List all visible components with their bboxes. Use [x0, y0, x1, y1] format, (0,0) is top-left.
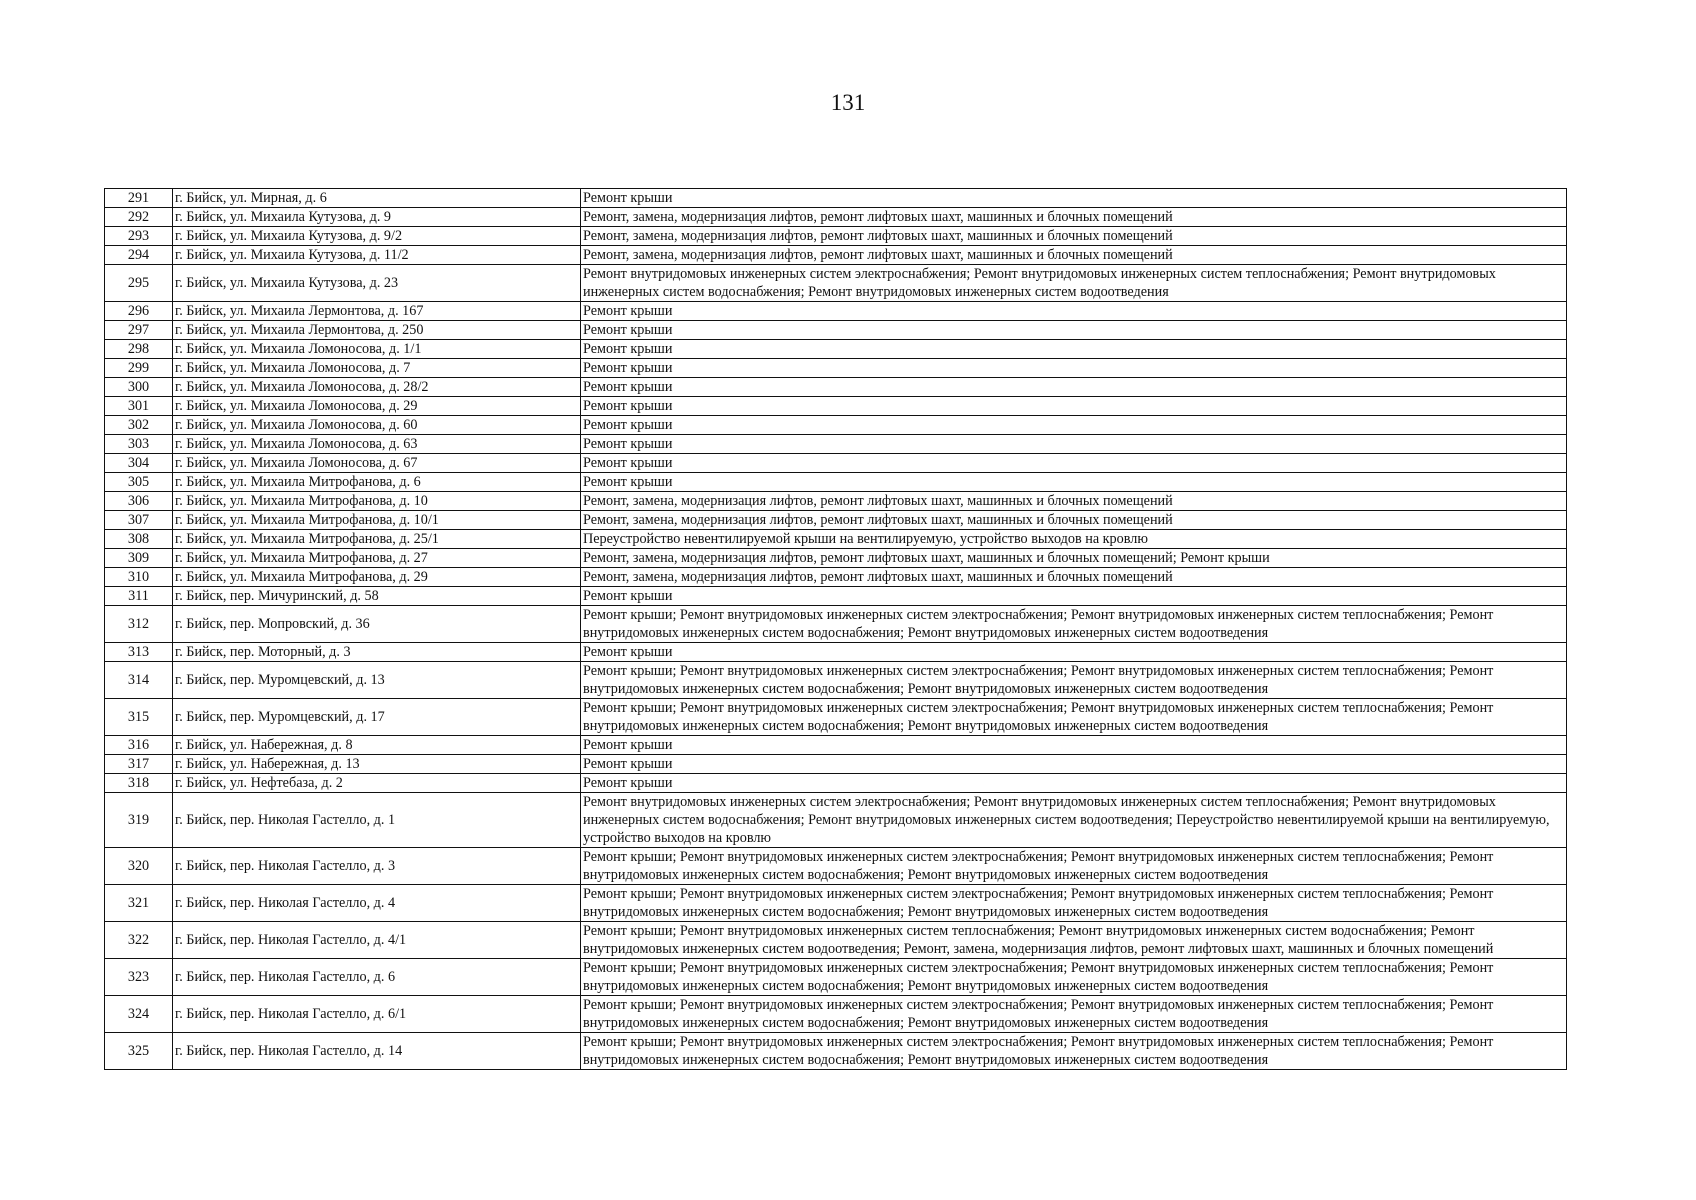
row-address: г. Бийск, пер. Николая Гастелло, д. 3: [173, 848, 581, 885]
row-number: 325: [105, 1033, 173, 1070]
page-number: 131: [830, 90, 866, 115]
row-address: г. Бийск, пер. Моторный, д. 3: [173, 643, 581, 662]
table-row: [105, 885, 1567, 922]
row-number: 305: [105, 473, 173, 492]
row-number: 315: [105, 699, 173, 736]
row-address: г. Бийск, пер. Николая Гастелло, д. 14: [173, 1033, 581, 1070]
table-row: [105, 793, 1567, 848]
table-row: [105, 454, 1567, 473]
row-works: Ремонт крыши; Ремонт внутридомовых инженерных систем электроснабжения; Ремонт внутридомовых инженерных систем теплоснабжения; Ремонт внутридомовых инженерных систем водоснабжения; Ремонт внутридомовых инженерных систем водоотведения: [581, 699, 1567, 736]
table-row: [105, 511, 1567, 530]
row-works: Ремонт, замена, модернизация лифтов, ремонт лифтовых шахт, машинных и блочных помещений: [581, 511, 1567, 530]
table-row: [105, 736, 1567, 755]
row-number: 293: [105, 227, 173, 246]
row-number: 294: [105, 246, 173, 265]
row-address: г. Бийск, пер. Муромцевский, д. 17: [173, 699, 581, 736]
row-address: г. Бийск, ул. Михаила Митрофанова, д. 10: [173, 492, 581, 511]
table-row: [105, 530, 1567, 549]
row-works: Ремонт крыши: [581, 321, 1567, 340]
table-row: [105, 397, 1567, 416]
row-address: г. Бийск, пер. Николая Гастелло, д. 1: [173, 793, 581, 848]
row-address: г. Бийск, ул. Набережная, д. 8: [173, 736, 581, 755]
row-works: Ремонт крыши: [581, 359, 1567, 378]
row-number: 309: [105, 549, 173, 568]
table-row: [105, 265, 1567, 302]
row-number: 310: [105, 568, 173, 587]
row-address: г. Бийск, ул. Михаила Лермонтова, д. 167: [173, 302, 581, 321]
row-works: Ремонт крыши; Ремонт внутридомовых инженерных систем электроснабжения; Ремонт внутридомовых инженерных систем теплоснабжения; Ремонт внутридомовых инженерных систем водоснабжения; Ремонт внутридомовых инженерных систем водоотведения: [581, 1033, 1567, 1070]
row-address: г. Бийск, ул. Мирная, д. 6: [173, 189, 581, 208]
row-address: г. Бийск, ул. Михаила Лермонтова, д. 250: [173, 321, 581, 340]
row-address: г. Бийск, ул. Михаила Ломоносова, д. 63: [173, 435, 581, 454]
table-row: [105, 606, 1567, 643]
row-works: Ремонт крыши: [581, 189, 1567, 208]
row-works: Ремонт крыши: [581, 302, 1567, 321]
table-row: [105, 473, 1567, 492]
table-row: [105, 587, 1567, 606]
table-row: [105, 321, 1567, 340]
row-works: Ремонт крыши: [581, 435, 1567, 454]
row-works: Ремонт крыши: [581, 736, 1567, 755]
table-row: [105, 662, 1567, 699]
row-works: Ремонт, замена, модернизация лифтов, ремонт лифтовых шахт, машинных и блочных помещений: [581, 492, 1567, 511]
row-number: 314: [105, 662, 173, 699]
row-address: г. Бийск, ул. Михаила Кутузова, д. 9/2: [173, 227, 581, 246]
table-row: [105, 959, 1567, 996]
table-row: [105, 848, 1567, 885]
row-works: Ремонт крыши: [581, 397, 1567, 416]
row-address: г. Бийск, ул. Михаила Митрофанова, д. 27: [173, 549, 581, 568]
row-number: 324: [105, 996, 173, 1033]
row-number: 317: [105, 755, 173, 774]
row-works: Ремонт, замена, модернизация лифтов, ремонт лифтовых шахт, машинных и блочных помещений: [581, 227, 1567, 246]
row-number: 311: [105, 587, 173, 606]
row-works: Ремонт крыши; Ремонт внутридомовых инженерных систем электроснабжения; Ремонт внутридомовых инженерных систем теплоснабжения; Ремонт внутридомовых инженерных систем водоснабжения; Ремонт внутридомовых инженерных систем водоотведения: [581, 662, 1567, 699]
table-row: [105, 492, 1567, 511]
row-number: 299: [105, 359, 173, 378]
row-address: г. Бийск, ул. Михаила Ломоносова, д. 60: [173, 416, 581, 435]
row-address: г. Бийск, ул. Михаила Ломоносова, д. 28/2: [173, 378, 581, 397]
table-row: [105, 227, 1567, 246]
row-works: Ремонт внутридомовых инженерных систем электроснабжения; Ремонт внутридомовых инженерных систем теплоснабжения; Ремонт внутридомовых инженерных систем водоснабжения; Ремонт внутридомовых инженерных систем водоотведения: [581, 265, 1567, 302]
row-address: г. Бийск, ул. Михаила Ломоносова, д. 7: [173, 359, 581, 378]
table-row: [105, 435, 1567, 454]
row-works: Ремонт крыши; Ремонт внутридомовых инженерных систем теплоснабжения; Ремонт внутридомовых инженерных систем водоснабжения; Ремонт внутридомовых инженерных систем водоотведения; Ремонт, замена, модернизация лифтов, ремонт лифтовых шахт, машинных и блочных помещений: [581, 922, 1567, 959]
row-number: 321: [105, 885, 173, 922]
row-works: Ремонт крыши: [581, 587, 1567, 606]
table-row: [105, 549, 1567, 568]
row-number: 295: [105, 265, 173, 302]
table-row: [105, 996, 1567, 1033]
row-number: 316: [105, 736, 173, 755]
row-works: Ремонт, замена, модернизация лифтов, ремонт лифтовых шахт, машинных и блочных помещений: [581, 208, 1567, 227]
table-row: [105, 922, 1567, 959]
row-address: г. Бийск, пер. Муромцевский, д. 13: [173, 662, 581, 699]
row-works: Ремонт крыши: [581, 340, 1567, 359]
row-number: 296: [105, 302, 173, 321]
row-number: 319: [105, 793, 173, 848]
table-row: [105, 208, 1567, 227]
row-works: Ремонт крыши: [581, 774, 1567, 793]
row-address: г. Бийск, ул. Михаила Ломоносова, д. 67: [173, 454, 581, 473]
row-address: г. Бийск, ул. Набережная, д. 13: [173, 755, 581, 774]
row-number: 300: [105, 378, 173, 397]
row-address: г. Бийск, пер. Мопровский, д. 36: [173, 606, 581, 643]
row-address: г. Бийск, пер. Николая Гастелло, д. 6/1: [173, 996, 581, 1033]
row-number: 298: [105, 340, 173, 359]
row-address: г. Бийск, пер. Николая Гастелло, д. 4/1: [173, 922, 581, 959]
row-address: г. Бийск, ул. Нефтебаза, д. 2: [173, 774, 581, 793]
row-number: 301: [105, 397, 173, 416]
row-number: 306: [105, 492, 173, 511]
row-number: 312: [105, 606, 173, 643]
row-address: г. Бийск, ул. Михаила Митрофанова, д. 29: [173, 568, 581, 587]
row-works: Ремонт крыши: [581, 378, 1567, 397]
table-row: [105, 359, 1567, 378]
table-row: [105, 1033, 1567, 1070]
row-works: Переустройство невентилируемой крыши на вентилируемую, устройство выходов на кровлю: [581, 530, 1567, 549]
row-address: г. Бийск, ул. Михаила Кутузова, д. 23: [173, 265, 581, 302]
table-row: [105, 643, 1567, 662]
row-works: Ремонт крыши: [581, 454, 1567, 473]
row-works: Ремонт крыши: [581, 643, 1567, 662]
table-body: [105, 189, 1567, 1070]
row-number: 323: [105, 959, 173, 996]
table-row: [105, 378, 1567, 397]
row-number: 291: [105, 189, 173, 208]
row-address: г. Бийск, ул. Михаила Ломоносова, д. 1/1: [173, 340, 581, 359]
row-works: Ремонт крыши; Ремонт внутридомовых инженерных систем электроснабжения; Ремонт внутридомовых инженерных систем теплоснабжения; Ремонт внутридомовых инженерных систем водоснабжения; Ремонт внутридомовых инженерных систем водоотведения: [581, 996, 1567, 1033]
row-works: Ремонт крыши: [581, 416, 1567, 435]
table-row: [105, 302, 1567, 321]
row-works: Ремонт, замена, модернизация лифтов, ремонт лифтовых шахт, машинных и блочных помещений; Ремонт крыши: [581, 549, 1567, 568]
row-number: 307: [105, 511, 173, 530]
row-address: г. Бийск, пер. Мичуринский, д. 58: [173, 587, 581, 606]
row-works: Ремонт крыши; Ремонт внутридомовых инженерных систем электроснабжения; Ремонт внутридомовых инженерных систем теплоснабжения; Ремонт внутридомовых инженерных систем водоснабжения; Ремонт внутридомовых инженерных систем водоотведения: [581, 848, 1567, 885]
row-address: г. Бийск, пер. Николая Гастелло, д. 4: [173, 885, 581, 922]
row-address: г. Бийск, ул. Михаила Митрофанова, д. 25/1: [173, 530, 581, 549]
row-address: г. Бийск, ул. Михаила Кутузова, д. 11/2: [173, 246, 581, 265]
row-address: г. Бийск, ул. Михаила Митрофанова, д. 6: [173, 473, 581, 492]
row-works: Ремонт крыши; Ремонт внутридомовых инженерных систем электроснабжения; Ремонт внутридомовых инженерных систем теплоснабжения; Ремонт внутридомовых инженерных систем водоснабжения; Ремонт внутридомовых инженерных систем водоотведения: [581, 885, 1567, 922]
row-number: 318: [105, 774, 173, 793]
table-row: [105, 340, 1567, 359]
table-row: [105, 774, 1567, 793]
row-works: Ремонт крыши: [581, 755, 1567, 774]
row-address: г. Бийск, ул. Михаила Ломоносова, д. 29: [173, 397, 581, 416]
row-number: 292: [105, 208, 173, 227]
row-number: 308: [105, 530, 173, 549]
row-address: г. Бийск, пер. Николая Гастелло, д. 6: [173, 959, 581, 996]
row-number: 304: [105, 454, 173, 473]
table-row: [105, 755, 1567, 774]
repair-works-table: [104, 188, 1567, 1070]
row-address: г. Бийск, ул. Михаила Митрофанова, д. 10/1: [173, 511, 581, 530]
row-address: г. Бийск, ул. Михаила Кутузова, д. 9: [173, 208, 581, 227]
table-row: [105, 189, 1567, 208]
row-works: Ремонт, замена, модернизация лифтов, ремонт лифтовых шахт, машинных и блочных помещений: [581, 246, 1567, 265]
row-number: 322: [105, 922, 173, 959]
row-number: 320: [105, 848, 173, 885]
row-works: Ремонт крыши; Ремонт внутридомовых инженерных систем электроснабжения; Ремонт внутридомовых инженерных систем теплоснабжения; Ремонт внутридомовых инженерных систем водоснабжения; Ремонт внутридомовых инженерных систем водоотведения: [581, 606, 1567, 643]
row-works: Ремонт, замена, модернизация лифтов, ремонт лифтовых шахт, машинных и блочных помещений: [581, 568, 1567, 587]
row-works: Ремонт крыши: [581, 473, 1567, 492]
row-number: 313: [105, 643, 173, 662]
table-row: [105, 699, 1567, 736]
row-number: 297: [105, 321, 173, 340]
table-row: [105, 246, 1567, 265]
row-number: 303: [105, 435, 173, 454]
row-number: 302: [105, 416, 173, 435]
row-works: Ремонт крыши; Ремонт внутридомовых инженерных систем электроснабжения; Ремонт внутридомовых инженерных систем теплоснабжения; Ремонт внутридомовых инженерных систем водоснабжения; Ремонт внутридомовых инженерных систем водоотведения: [581, 959, 1567, 996]
table-row: [105, 416, 1567, 435]
row-works: Ремонт внутридомовых инженерных систем электроснабжения; Ремонт внутридомовых инженерных систем теплоснабжения; Ремонт внутридомовых инженерных систем водоснабжения; Ремонт внутридомовых инженерных систем водоотведения; Переустройство невентилируемой крыши на вентилируемую, устройство выходов на кровлю: [581, 793, 1567, 848]
table-row: [105, 568, 1567, 587]
